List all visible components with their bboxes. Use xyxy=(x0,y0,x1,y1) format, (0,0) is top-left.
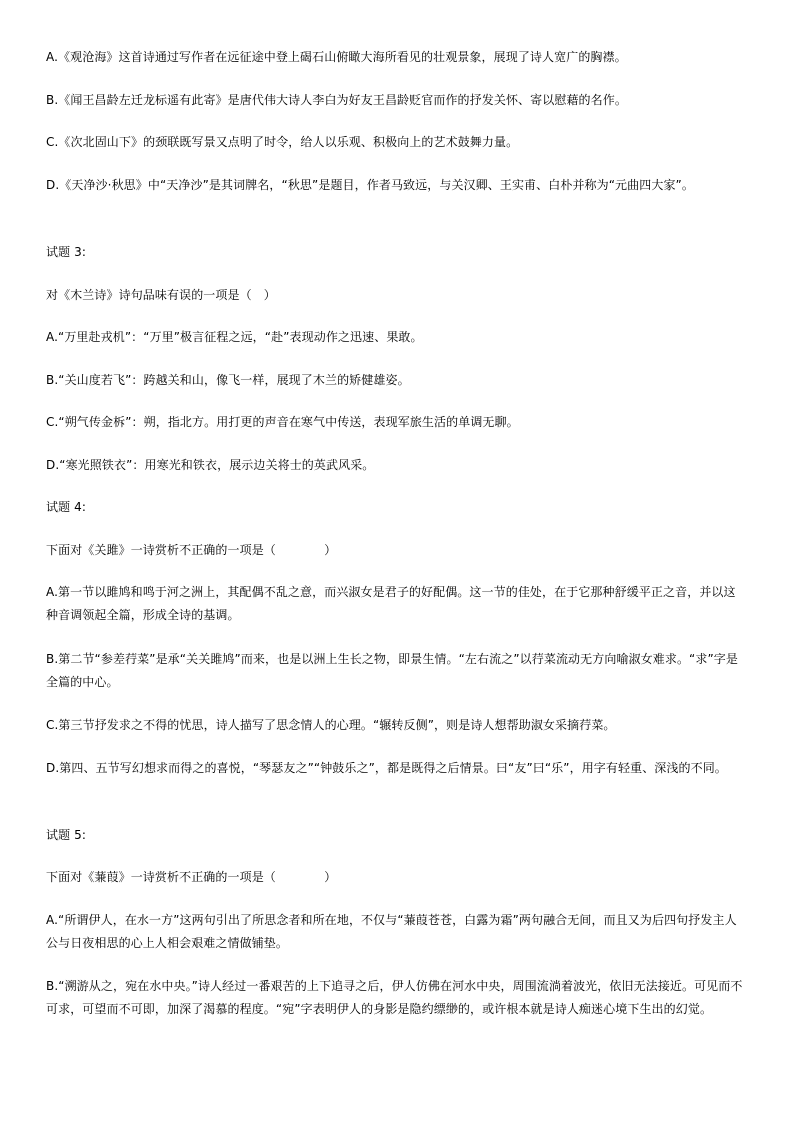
q5-option-b: B.“溯游从之，宛在水中央。”诗人经过一番艰苦的上下追寻之后，伊人仿佛在河水中央，周围流淌着波光，依旧无法接近。可见而不可求，可望而不可即，加深了渴慕的程度。“宛”字表明伊人的身影是隐约缥缈的，或许根本就是诗人痴迷心境下生出的幻觉。 xyxy=(46,979,743,1016)
q3-option-c: C.“朔气传金柝”：朔，指北方。用打更的声音在寒气中传送，表现军旅生活的单调无聊。 xyxy=(46,415,519,429)
question-4-stem: 下面对《关雎》一诗赏析不正确的一项是（ ） xyxy=(46,543,337,557)
q4-option-c: C.第三节抒发求之不得的忧思，诗人描写了思念情人的心理。“辗转反侧”，则是诗人想帮助淑女采摘荇菜。 xyxy=(46,718,616,732)
question-4-heading: 试题 4: xyxy=(46,500,86,514)
question-5-heading: 试题 5: xyxy=(46,828,86,842)
q3-option-a: A.“万里赴戎机”：“万里”极言征程之远，“赴”表现动作之迅速、果敢。 xyxy=(46,330,423,344)
q3-option-b: B.“关山度若飞”：跨越关和山，像飞一样，展现了木兰的矫健雄姿。 xyxy=(46,373,410,387)
q4-option-a: A.第一节以雎鸠和鸣于河之洲上，其配偶不乱之意，而兴淑女是君子的好配偶。这一节的佳处，在于它那种舒缓平正之音，并以这种音调领起全篇，形成全诗的基调。 xyxy=(46,585,736,622)
q2-option-a: A.《观沧海》这首诗通过写作者在远征途中登上碣石山俯瞰大海所看见的壮观景象，展现了诗人宽广的胸襟。 xyxy=(46,50,627,64)
question-3-stem: 对《木兰诗》诗句品味有误的一项是（ ） xyxy=(46,288,276,302)
q3-option-d: D.“寒光照铁衣”：用寒光和铁衣，展示边关将士的英武风采。 xyxy=(46,458,375,472)
question-3-heading: 试题 3: xyxy=(46,245,86,259)
q4-option-d: D.第四、五节写幻想求而得之的喜悦，“琴瑟友之”“钟鼓乐之”，都是既得之后情景。曰“友”曰“乐”，用字有轻重、深浅的不同。 xyxy=(46,761,727,775)
q2-option-b: B.《闻王昌龄左迁龙标遥有此寄》是唐代伟大诗人李白为好友王昌龄贬官而作的抒发关怀、寄以慰藉的名作。 xyxy=(46,93,627,107)
q5-option-a: A.“所谓伊人，在水一方”这两句引出了所思念者和所在地，不仅与“蒹葭苍苍，白露为霜”两句融合无间，而且又为后四句抒发主人公与日夜相思的心上人相会艰难之情做铺垫。 xyxy=(46,913,737,950)
q2-option-d: D.《天净沙·秋思》中“天净沙”是其词牌名，“秋思”是题目，作者马致远，与关汉卿、王实甫、白朴并称为“元曲四大家”。 xyxy=(46,178,694,192)
q2-option-c: C.《次北固山下》的颈联既写景又点明了时令，给人以乐观、积极向上的艺术鼓舞力量。 xyxy=(46,135,519,149)
question-5-stem: 下面对《蒹葭》一诗赏析不正确的一项是（ ） xyxy=(46,870,337,884)
q4-option-b: B.第二节“参差荇菜”是承“关关雎鸠”而来，也是以洲上生长之物，即景生情。“左右流之”以荇菜流动无方向喻淑女难求。“求”字是全篇的中心。 xyxy=(46,652,738,689)
